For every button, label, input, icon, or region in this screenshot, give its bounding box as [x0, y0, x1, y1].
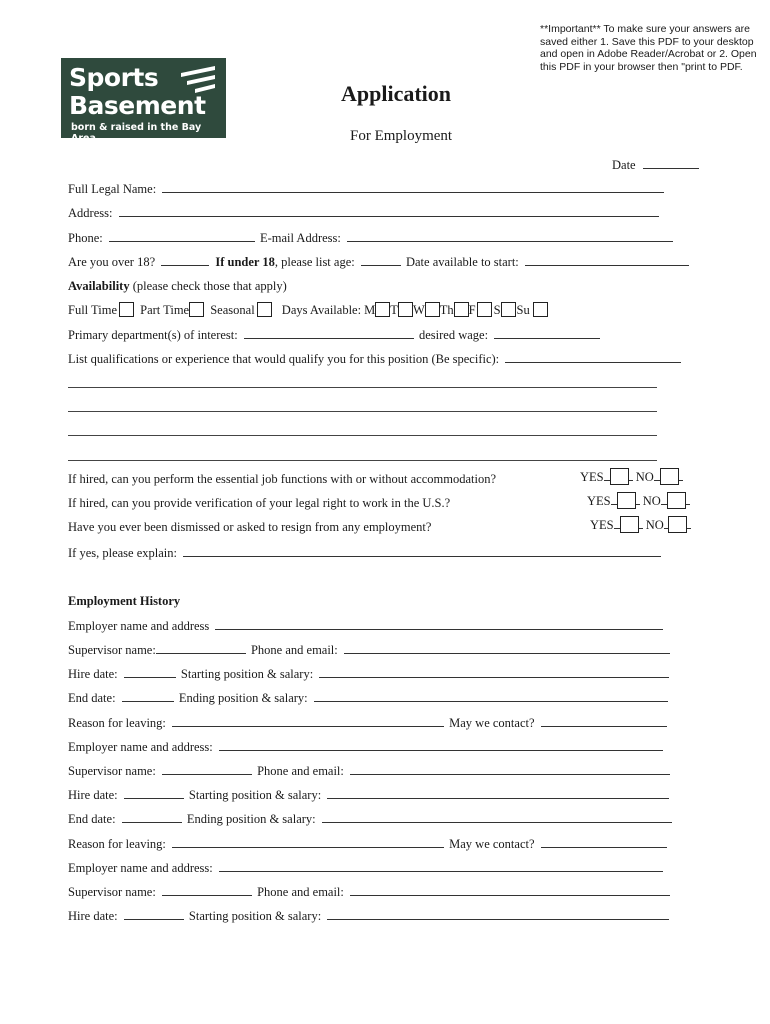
starting-position-label: Starting position & salary:	[188, 909, 322, 923]
end-date-field[interactable]	[122, 811, 182, 823]
no-label: NO	[642, 494, 661, 508]
day-th-checkbox[interactable]	[454, 302, 469, 317]
qualifications-line[interactable]	[68, 460, 657, 461]
notice-line: and open in Adobe Reader/Acrobat or 2. Open	[540, 48, 757, 60]
availability-heading-row	[68, 279, 287, 293]
supervisor-label: Supervisor name:	[68, 885, 156, 899]
qualifications-label: List qualifications or experience that would qualify you for this position (Be specific):	[68, 352, 500, 366]
employer-label: Employer name and address:	[68, 740, 213, 754]
employer-field[interactable]	[219, 739, 663, 751]
notice-line: saved either 1. Save this PDF to your desktop	[540, 35, 754, 48]
day-t-label: T	[390, 303, 398, 317]
phone-email-label: Phone and email:	[257, 885, 344, 899]
full-time-checkbox[interactable]	[119, 302, 134, 317]
email-field[interactable]	[347, 230, 673, 242]
contact-field[interactable]	[541, 836, 667, 848]
employer-label: Employer name and address	[68, 619, 210, 633]
hire-date-row	[68, 787, 669, 802]
underscore	[629, 469, 633, 481]
explain-row	[68, 545, 661, 560]
phone-label: Phone:	[68, 231, 103, 245]
day-su-checkbox[interactable]	[533, 302, 548, 317]
full-name-label: Full Legal Name:	[68, 182, 157, 196]
day-su-label: Su	[516, 303, 530, 317]
question-legal-right-answer	[587, 492, 690, 509]
no-label: NO	[645, 518, 664, 532]
contact-label: May we contact?	[449, 837, 535, 851]
day-f-label: F	[468, 303, 476, 317]
qualifications-line[interactable]	[68, 411, 657, 412]
underscore	[686, 493, 690, 505]
contact-label: May we contact?	[449, 716, 535, 730]
starting-position-field[interactable]	[327, 787, 669, 799]
underscore	[636, 493, 640, 505]
end-date-row	[68, 811, 672, 826]
page-title: Application	[341, 81, 452, 106]
over18-field[interactable]	[161, 254, 209, 266]
reason-label: Reason for leaving:	[68, 716, 166, 730]
address-field[interactable]	[119, 205, 659, 217]
phone-email-field[interactable]	[350, 884, 670, 896]
end-date-label: End date:	[68, 812, 116, 826]
no-checkbox[interactable]	[660, 468, 679, 485]
hire-date-field[interactable]	[124, 787, 184, 799]
supervisor-row	[68, 884, 670, 899]
under18-label: , please list age:	[274, 255, 355, 269]
reason-label: Reason for leaving:	[68, 837, 166, 851]
starting-position-label: Starting position & salary:	[180, 667, 314, 681]
availability-note: (please check those that apply)	[129, 279, 287, 293]
day-t-checkbox[interactable]	[398, 302, 413, 317]
hire-date-field[interactable]	[124, 908, 184, 920]
qualifications-row	[68, 351, 681, 366]
end-date-row	[68, 690, 668, 705]
page-subtitle: For Employment	[350, 128, 453, 144]
question-dismissed: Have you ever been dismissed or asked to resign from any employment?	[68, 520, 432, 534]
day-s-checkbox[interactable]	[501, 302, 516, 317]
supervisor-label: Supervisor name:	[68, 764, 156, 778]
yes-checkbox[interactable]	[617, 492, 636, 509]
seasonal-label: Seasonal	[210, 303, 255, 317]
reason-field[interactable]	[172, 836, 444, 848]
availability-heading: Availability	[68, 279, 130, 293]
age-row	[68, 254, 689, 269]
employer-field[interactable]	[215, 618, 663, 630]
address-label: Address:	[68, 206, 113, 220]
no-checkbox[interactable]	[667, 492, 686, 509]
ending-position-label: Ending position & salary:	[186, 812, 316, 826]
hire-date-row	[68, 666, 669, 681]
age-field[interactable]	[361, 254, 401, 266]
under18-label-bold: If under 18	[215, 255, 275, 269]
hire-date-row	[68, 908, 669, 923]
notice-line: **Important** To make sure your answers are	[540, 23, 750, 35]
end-date-field[interactable]	[122, 690, 174, 702]
email-label: E-mail Address:	[259, 231, 341, 245]
phone-email-label: Phone and email:	[250, 643, 338, 657]
reason-row	[68, 715, 667, 730]
employer-row	[68, 739, 663, 754]
explain-label: If yes, please explain:	[68, 546, 177, 560]
yes-label: YES	[580, 470, 604, 484]
date-row	[612, 157, 699, 172]
days-available-label: Days Available: M	[281, 303, 376, 317]
ending-position-field[interactable]	[322, 811, 672, 823]
question-dismissed-answer	[590, 516, 691, 533]
phone-email-field[interactable]	[344, 642, 670, 654]
employer-row	[68, 618, 663, 633]
supervisor-field[interactable]	[162, 884, 252, 896]
day-w-checkbox[interactable]	[425, 302, 440, 317]
phone-email-label: Phone and email:	[257, 764, 344, 778]
speed-stripes-icon	[179, 64, 219, 94]
day-th-label: Th	[439, 303, 454, 317]
part-time-label: Part Time	[140, 303, 190, 317]
hire-date-label: Hire date:	[68, 788, 118, 802]
day-w-label: W	[412, 303, 425, 317]
qualifications-line[interactable]	[68, 435, 657, 436]
contact-field[interactable]	[541, 715, 667, 727]
underscore	[687, 517, 691, 529]
address-row	[68, 205, 659, 220]
employer-label: Employer name and address:	[68, 861, 213, 875]
full-name-field[interactable]	[162, 181, 664, 193]
starting-position-field[interactable]	[319, 666, 669, 678]
desired-wage-label: desired wage:	[419, 328, 489, 342]
supervisor-row	[68, 763, 670, 778]
logo-tagline: born & raised in the Bay Area	[71, 122, 202, 144]
phone-field[interactable]	[109, 230, 255, 242]
yes-label: YES	[590, 518, 614, 532]
reason-field[interactable]	[172, 715, 444, 727]
starting-position-label: Starting position & salary:	[188, 788, 322, 802]
hire-date-label: Hire date:	[68, 909, 118, 923]
department-label: Primary department(s) of interest:	[68, 328, 238, 342]
question-accommodation-answer	[580, 468, 683, 485]
phone-email-field[interactable]	[350, 763, 670, 775]
end-date-label: End date:	[68, 691, 116, 705]
yes-checkbox[interactable]	[620, 516, 639, 533]
date-label: Date	[612, 158, 636, 172]
employment-history-heading	[68, 594, 180, 608]
availability-row	[68, 302, 551, 317]
supervisor-field[interactable]	[162, 763, 252, 775]
full-time-label: Full Time	[68, 303, 117, 317]
qualifications-field[interactable]	[505, 351, 681, 363]
desired-wage-field[interactable]	[494, 327, 600, 339]
important-notice	[540, 23, 757, 73]
day-f-checkbox[interactable]	[477, 302, 492, 317]
department-row	[68, 327, 600, 342]
day-m-checkbox[interactable]	[375, 302, 390, 317]
date-field[interactable]	[643, 157, 699, 169]
question-legal-right: If hired, can you provide verification of your legal right to work in the U.S.?	[68, 496, 451, 510]
explain-field[interactable]	[183, 545, 661, 557]
employer-field[interactable]	[219, 860, 663, 872]
supervisor-row	[68, 642, 670, 657]
starting-position-field[interactable]	[327, 908, 669, 920]
day-s-label: S	[493, 303, 501, 317]
reason-row	[68, 836, 667, 851]
over18-label: Are you over 18?	[68, 255, 156, 269]
date-available-label: Date available to start:	[405, 255, 519, 269]
notice-line: this PDF in your browser then "print to PDF.	[540, 60, 743, 73]
hire-date-field[interactable]	[124, 666, 176, 678]
ending-position-field[interactable]	[314, 690, 668, 702]
yes-label: YES	[587, 494, 611, 508]
date-available-field[interactable]	[525, 254, 689, 266]
underscore	[639, 517, 643, 529]
employer-row	[68, 860, 663, 875]
yes-checkbox[interactable]	[610, 468, 629, 485]
hire-date-label: Hire date:	[68, 667, 118, 681]
department-field[interactable]	[244, 327, 414, 339]
sports-basement-logo	[61, 58, 226, 144]
underscore	[679, 469, 683, 481]
supervisor-field[interactable]	[156, 642, 246, 654]
phone-email-row	[68, 230, 673, 245]
ending-position-label: Ending position & salary:	[178, 691, 308, 705]
supervisor-label: Supervisor name:	[68, 643, 156, 657]
logo-word-sports: Sports	[69, 63, 159, 92]
part-time-checkbox[interactable]	[189, 302, 204, 317]
no-checkbox[interactable]	[668, 516, 687, 533]
employment-history-title: Employment History	[68, 594, 181, 608]
full-name-row	[68, 181, 664, 196]
qualifications-line[interactable]	[68, 387, 657, 388]
no-label: NO	[635, 470, 654, 484]
logo-word-basement: Basement	[69, 91, 206, 120]
seasonal-checkbox[interactable]	[257, 302, 272, 317]
question-accommodation: If hired, can you perform the essential job functions with or without accommodation?	[68, 472, 497, 486]
